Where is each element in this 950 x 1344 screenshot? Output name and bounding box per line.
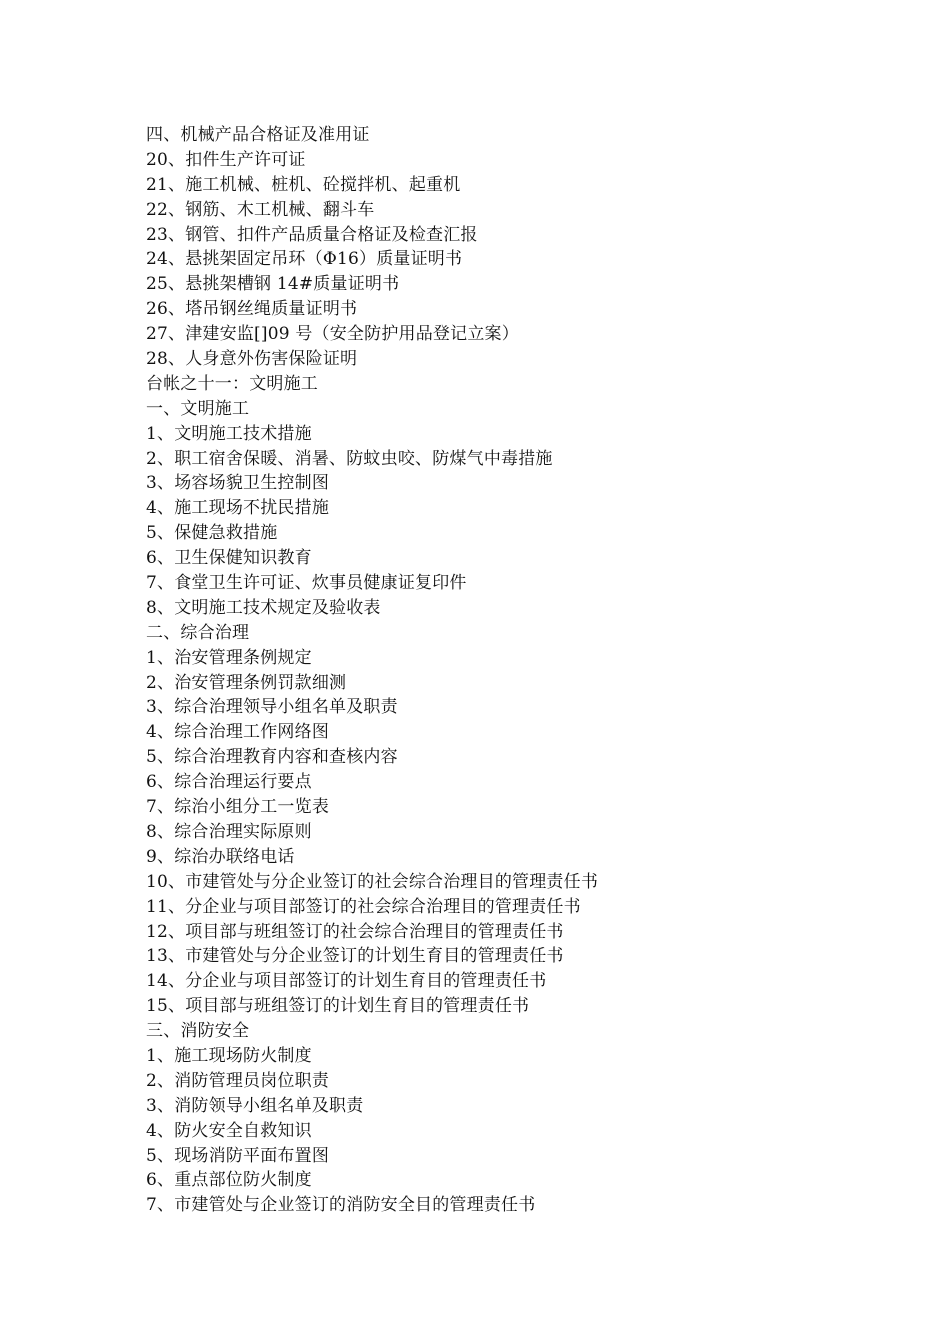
list-item: 6、重点部位防火制度 bbox=[146, 1170, 312, 1191]
document-body bbox=[146, 123, 906, 1218]
list-item: 4、施工现场不扰民措施 bbox=[146, 498, 330, 519]
list-item: 8、文明施工技术规定及验收表 bbox=[146, 597, 381, 618]
list-item: 7、市建管处与企业签订的消防安全目的管理责任书 bbox=[146, 1195, 536, 1216]
list-item: 7、食堂卫生许可证、炊事员健康证复印件 bbox=[146, 573, 467, 594]
list-item: 4、防火安全自救知识 bbox=[146, 1120, 312, 1141]
list-item: 10、市建管处与分企业签订的社会综合治理目的管理责任书 bbox=[146, 871, 599, 892]
ledger-title: 台帐之十一：文明施工 bbox=[146, 373, 318, 394]
list-item: 1、治安管理条例规定 bbox=[146, 647, 312, 668]
list-item: 2、职工宿舍保暖、消暑、防蚊虫咬、防煤气中毒措施 bbox=[146, 448, 553, 469]
list-item: 28、人身意外伤害保险证明 bbox=[146, 349, 358, 370]
list-item: 22、钢筋、木工机械、翻斗车 bbox=[146, 199, 375, 220]
list-item: 13、市建管处与分企业签订的计划生育目的管理责任书 bbox=[146, 946, 564, 967]
list-item: 3、综合治理领导小组名单及职责 bbox=[146, 697, 398, 718]
list-item: 24、悬挑架固定吊环（Φ16）质量证明书 bbox=[146, 249, 463, 270]
list-item: 27、津建安监[]09 号（安全防护用品登记立案） bbox=[146, 324, 519, 345]
list-item: 20、扣件生产许可证 bbox=[146, 149, 306, 170]
section-heading: 二、综合治理 bbox=[146, 622, 250, 643]
list-item: 5、综合治理教育内容和查核内容 bbox=[146, 747, 398, 768]
list-item: 12、项目部与班组签订的社会综合治理目的管理责任书 bbox=[146, 921, 564, 942]
list-item: 11、分企业与项目部签订的社会综合治理目的管理责任书 bbox=[146, 896, 581, 917]
list-item: 26、塔吊钢丝绳质量证明书 bbox=[146, 299, 358, 320]
list-item: 6、综合治理运行要点 bbox=[146, 772, 312, 793]
list-item: 5、现场消防平面布置图 bbox=[146, 1145, 330, 1166]
list-item: 2、消防管理员岗位职责 bbox=[146, 1070, 330, 1091]
list-item: 2、治安管理条例罚款细测 bbox=[146, 672, 347, 693]
list-item: 14、分企业与项目部签订的计划生育目的管理责任书 bbox=[146, 971, 547, 992]
list-item: 25、悬挑架槽钢 14#质量证明书 bbox=[146, 274, 400, 295]
list-item: 4、综合治理工作网络图 bbox=[146, 722, 330, 743]
list-item: 1、文明施工技术措施 bbox=[146, 423, 312, 444]
list-item: 3、场容场貌卫生控制图 bbox=[146, 473, 330, 494]
section-heading: 一、文明施工 bbox=[146, 398, 250, 419]
list-item: 3、消防领导小组名单及职责 bbox=[146, 1095, 364, 1116]
list-item: 23、钢管、扣件产品质量合格证及检查汇报 bbox=[146, 224, 478, 245]
list-item: 21、施工机械、桩机、砼搅拌机、起重机 bbox=[146, 174, 461, 195]
list-item: 15、项目部与班组签订的计划生育目的管理责任书 bbox=[146, 996, 530, 1017]
list-item: 5、保健急救措施 bbox=[146, 523, 278, 544]
list-item: 6、卫生保健知识教育 bbox=[146, 548, 312, 569]
list-item: 7、综治小组分工一览表 bbox=[146, 797, 330, 818]
list-item: 8、综合治理实际原则 bbox=[146, 821, 312, 842]
list-item: 9、综治办联络电话 bbox=[146, 846, 295, 867]
section-heading: 三、消防安全 bbox=[146, 1021, 250, 1042]
list-item: 1、施工现场防火制度 bbox=[146, 1045, 312, 1066]
section-heading: 四、机械产品合格证及准用证 bbox=[146, 125, 370, 145]
